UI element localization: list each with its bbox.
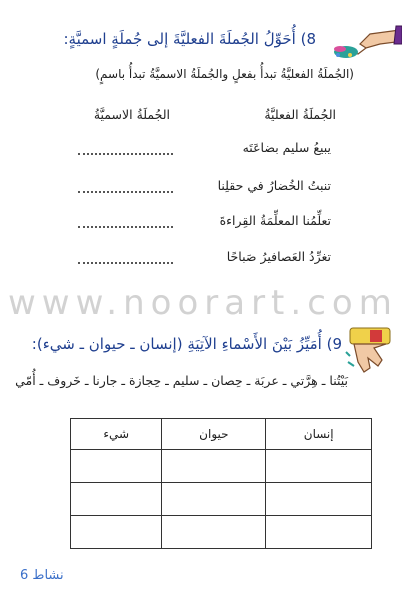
column-header-nominal: الجُملَةُ الاسميَّةُ (93, 107, 170, 122)
answer-line-2[interactable] (78, 191, 173, 193)
sentence-4: تغرِّدُ العَصافيرُ صَباحًا (226, 249, 331, 264)
table-cell[interactable] (162, 516, 266, 549)
activity-label: نشاط (32, 568, 64, 583)
table-header-row (71, 419, 372, 450)
activity-number: 6 (20, 568, 29, 583)
table-header-thing: شيء (71, 419, 162, 450)
hand-holding-seeds-icon (330, 22, 402, 64)
table-header-animal: حيوان (162, 419, 266, 450)
watermark: www.noorart.com (8, 283, 398, 323)
activity-footer (20, 568, 64, 583)
table-cell[interactable] (266, 483, 372, 516)
table-cell[interactable] (266, 516, 372, 549)
table-row (71, 450, 372, 483)
hand-with-bracelet-icon (340, 322, 408, 378)
classification-table (70, 418, 372, 549)
table-cell[interactable] (71, 483, 162, 516)
table-cell[interactable] (71, 516, 162, 549)
answer-line-3[interactable] (78, 226, 173, 228)
table-cell[interactable] (162, 483, 266, 516)
sentence-2: تنبتُ الخُضارُ في حقلِنا (217, 178, 331, 193)
table-row (71, 516, 372, 549)
answer-line-1[interactable] (78, 153, 173, 155)
word-list: بَيْتُنا ـ هِرَّتي ـ عربَة ـ حِصان ـ سليم ـ حِجازة ـ جارنا ـ خَروف ـ أُمّي (15, 373, 348, 388)
table-cell[interactable] (71, 450, 162, 483)
exercise-8-title: 8) أُحَوِّلُ الجُملَةَ الفعليَّةَ إلى جُملَةٍ اسميَّةٍ: (63, 30, 316, 48)
table-header-human: إنسان (266, 419, 372, 450)
table-row (71, 483, 372, 516)
exercise-8-note: (الجُملَةُ الفعليَّةُ تبدأُ بفعلٍ والجُملَةُ الاسميَّةُ تبدأُ باسمٍ) (95, 67, 354, 81)
table-cell[interactable] (266, 450, 372, 483)
exercise-9-title: 9) أُمَيِّزُ بَيْنَ الأَسْماءِ الآتِيَةِ (إنسان ـ حيوان ـ شيء): (31, 335, 342, 353)
sentence-1: يبيعُ سليم بضاعَتَه (242, 140, 331, 155)
sentence-3: تعلِّمُنا المعلِّمَةُ القِراءةَ (219, 213, 331, 228)
table-cell[interactable] (162, 450, 266, 483)
answer-line-4[interactable] (78, 262, 173, 264)
column-header-verbal: الجُملَةُ الفعليَّةُ (264, 107, 336, 122)
